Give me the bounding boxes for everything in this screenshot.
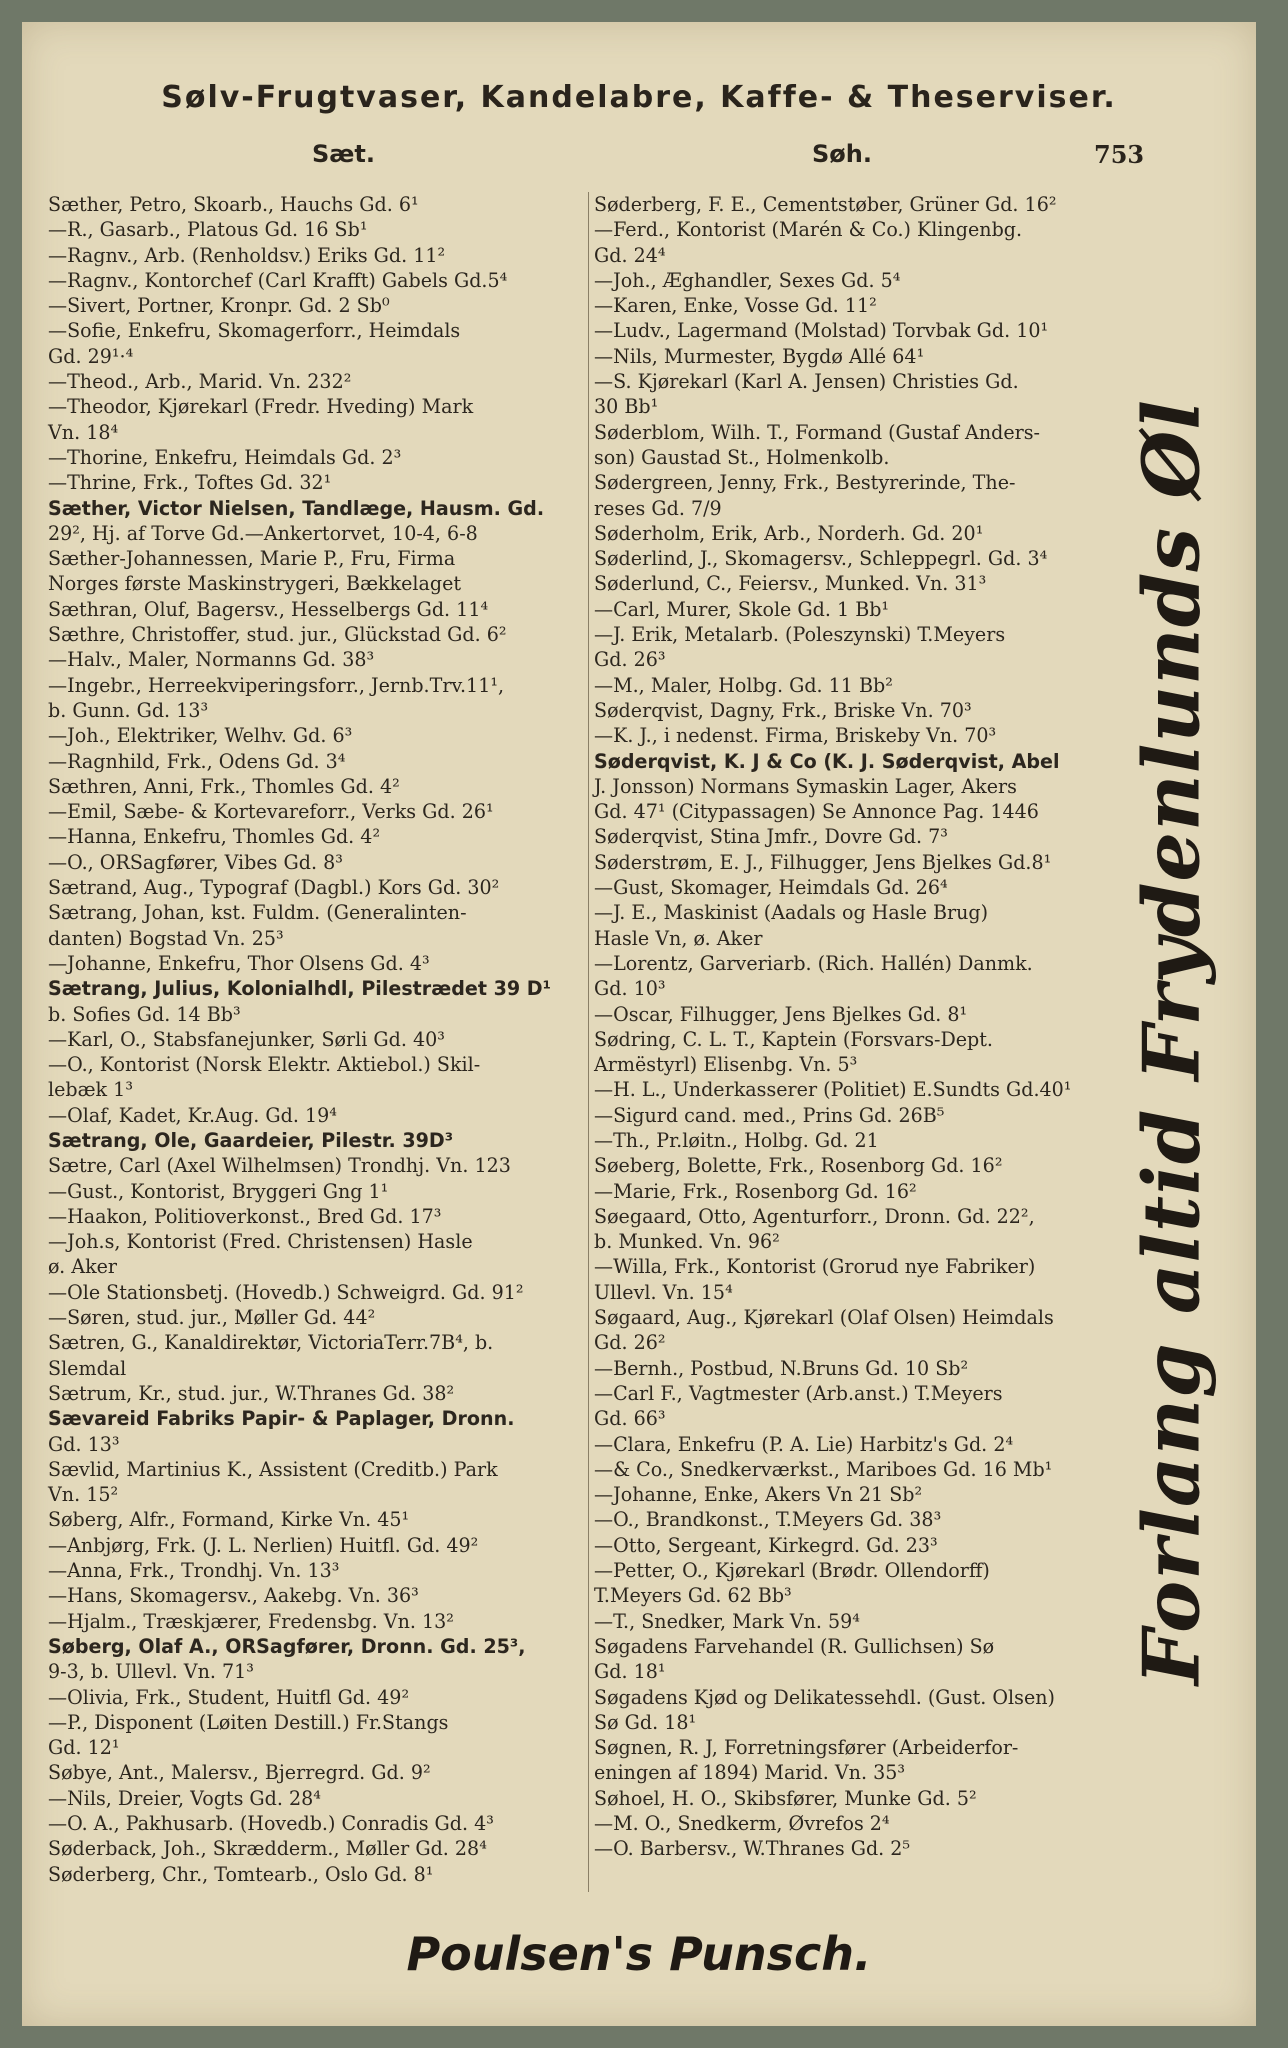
directory-entry-line: 30 Bb¹ (594, 395, 659, 419)
directory-entry-line: Søberg, Alfr., Formand, Kirke Vn. 45¹ (48, 1508, 410, 1532)
directory-entry-line: Søderlund, C., Feiersv., Munked. Vn. 31³ (594, 572, 987, 596)
directory-entry-line: Sætrang, Johan, kst. Fuldm. (Generalinten- (48, 901, 467, 925)
directory-entry-line: —H. L., Underkasserer (Politiet) E.Sundts Gd.40¹ (594, 1078, 1072, 1102)
directory-entry-line: —Ragnv., Arb. (Renholdsv.) Eriks Gd. 11² (48, 243, 446, 267)
directory-entry-line: Søgadens Kjød og Delikatessehdl. (Gust. Olsen) (594, 1685, 1055, 1709)
directory-entry-line: Søegaard, Otto, Agenturforr., Dronn. Gd. 22², (594, 1204, 1035, 1228)
directory-entry-line: —Theod., Arb., Marid. Vn. 232² (48, 370, 352, 394)
directory-entry-line: b. Gunn. Gd. 13³ (48, 698, 209, 722)
directory-entry-line: —Johanne, Enkefru, Thor Olsens Gd. 4³ (48, 951, 430, 975)
directory-entry-line: —O., ORSagfører, Vibes Gd. 8³ (48, 850, 343, 874)
directory-entry-line: —K. J., i nedenst. Firma, Briskeby Vn. 70³ (594, 724, 997, 748)
directory-entry-line: —Clara, Enkefru (P. A. Lie) Harbitz's Gd. 2⁴ (594, 1432, 1014, 1456)
directory-entry-line: —J. E., Maskinist (Aadals og Hasle Brug) (594, 901, 989, 925)
directory-entry-line: Hasle Vn, ø. Aker (594, 926, 763, 950)
directory-entry-line: Sætre, Carl (Axel Wilhelmsen) Trondhj. Vn. 123 (48, 1154, 511, 1178)
directory-entry-line: ø. Aker (48, 1255, 118, 1279)
directory-entry-line: Søeberg, Bolette, Frk., Rosenborg Gd. 16² (594, 1154, 1003, 1178)
directory-entry-line: Sødring, C. L. T., Kaptein (Forsvars-Dept. (594, 1027, 993, 1051)
directory-entry-line: —T., Snedker, Mark Vn. 59⁴ (594, 1609, 860, 1633)
directory-entry-line: —Joh.s, Kontorist (Fred. Christensen) Hasle (48, 1230, 473, 1254)
directory-entry-line: —Haakon, Politioverkonst., Bred Gd. 17³ (48, 1204, 442, 1228)
directory-entry-line: Gd. 24⁴ (594, 243, 666, 267)
directory-entry-line: 9-3, b. Ullevl. Vn. 71³ (48, 1660, 254, 1684)
directory-entry-line: —Oscar, Filhugger, Jens Bjelkes Gd. 8¹ (594, 1002, 968, 1026)
directory-entry-line: —& Co., Snedkerværkst., Mariboes Gd. 16 Mb¹ (594, 1457, 1053, 1481)
directory-entry-line: J. Jonsson) Normans Symaskin Lager, Akers (594, 774, 1017, 798)
directory-entry-line: Søderlind, J., Skomagersv., Schleppegrl. Gd. 3⁴ (594, 547, 1048, 571)
directory-entry-line: —O. Barbersv., W.Thranes Gd. 2⁵ (594, 1837, 911, 1861)
directory-entry-line: —Petter, O., Kjørekarl (Brødr. Ollendorff) (594, 1559, 990, 1583)
directory-entry-line: —Karl, O., Stabsfanejunker, Sørli Gd. 40³ (48, 1027, 445, 1051)
directory-entry-line: —Halv., Maler, Normanns Gd. 38³ (48, 648, 375, 672)
directory-entry-line: Sævlid, Martinius K., Assistent (Creditb.) Park (48, 1457, 498, 1481)
page-number: 753 (1094, 140, 1145, 169)
directory-entry-line: —Theodor, Kjørekarl (Fredr. Hveding) Mark (48, 395, 474, 419)
directory-entry-line: Søderblom, Wilh. T., Formand (Gustaf Anders- (594, 420, 1040, 444)
directory-entry-line: Ullevl. Vn. 15⁴ (594, 1280, 733, 1304)
column-divider (588, 192, 589, 1892)
directory-entry-line: —Joh., Elektriker, Welhv. Gd. 6³ (48, 724, 353, 748)
directory-entry-line: Søgadens Farvehandel (R. Gullichsen) Sø (594, 1634, 995, 1658)
directory-entry-line: —Hanna, Enkefru, Thomles Gd. 4² (48, 825, 381, 849)
directory-entry-line: —Th., Pr.løitn., Holbg. Gd. 21 (594, 1128, 879, 1152)
left-column-header: Sæt. (312, 140, 376, 168)
directory-entry-line: —Sofie, Enkefru, Skomagerforr., Heimdals (48, 319, 461, 343)
directory-entry-line: Norges første Maskinstrygeri, Bækkelaget (48, 572, 462, 596)
directory-entry-line: Søderqvist, Dagny, Frk., Briske Vn. 70³ (594, 698, 972, 722)
directory-entry-line: Søderholm, Erik, Arb., Norderh. Gd. 20¹ (594, 521, 984, 545)
directory-entry-line: —Marie, Frk., Rosenborg Gd. 16² (594, 1179, 917, 1203)
directory-entry-line: Vn. 18⁴ (48, 420, 119, 444)
directory-entry-line: Gd. 13³ (48, 1432, 120, 1456)
directory-entry-line: Søgnen, R. J, Forretningsfører (Arbeiderfor- (594, 1736, 1019, 1760)
side-vertical-advertisement: Forlang altid Frydenlunds Øl (1126, 399, 1218, 1685)
directory-entry-line: Sø Gd. 18¹ (594, 1710, 697, 1734)
directory-entry-line: Søderqvist, Stina Jmfr., Dovre Gd. 7³ (594, 825, 948, 849)
directory-entry-line: —Ingebr., Herreekviperingsforr., Jernb.Trv.11¹, (48, 673, 505, 697)
directory-entry-line: —P., Disponent (Løiten Destill.) Fr.Stangs (48, 1710, 449, 1734)
directory-entry-line: —Olaf, Kadet, Kr.Aug. Gd. 19⁴ (48, 1103, 337, 1127)
directory-entry-line: 29², Hj. af Torve Gd.—Ankertorvet, 10-4, 6-8 (48, 521, 478, 545)
directory-entry-line: —Ragnv., Kontorchef (Carl Krafft) Gabels Gd.5⁴ (48, 268, 508, 292)
directory-entry-line: —Carl, Murer, Skole Gd. 1 Bb¹ (594, 597, 890, 621)
directory-entry-line: —Joh., Æghandler, Sexes Gd. 5⁴ (594, 268, 901, 292)
directory-entry-line: —Ragnhild, Frk., Odens Gd. 3⁴ (48, 749, 346, 773)
directory-entry-line: reses Gd. 7/9 (594, 496, 722, 520)
directory-entry-line: lebæk 1³ (48, 1078, 133, 1102)
directory-entry-line: Sætrang, Julius, Kolonialhdl, Pilestrædet 39 D¹ (48, 977, 551, 1001)
bottom-advertisement: Poulsen's Punsch. (406, 1927, 872, 1981)
directory-entry-line: Sætrang, Ole, Gaardeier, Pilestr. 39D³ (48, 1128, 454, 1152)
directory-entry-line: —Bernh., Postbud, N.Bruns Gd. 10 Sb² (594, 1356, 969, 1380)
directory-entry-line: Sætrum, Kr., stud. jur., W.Thranes Gd. 38² (48, 1381, 455, 1405)
directory-entry-line: Søhoel, H. O., Skibsfører, Munke Gd. 5² (594, 1786, 977, 1810)
directory-entry-line: —Thorine, Enkefru, Heimdals Gd. 2³ (48, 445, 402, 469)
directory-entry-line: Søbye, Ant., Malersv., Bjerregrd. Gd. 9² (48, 1761, 431, 1785)
directory-entry-line: —Johanne, Enke, Akers Vn 21 Sb² (594, 1483, 923, 1507)
directory-entry-line: son) Gaustad St., Holmenkolb. (594, 445, 890, 469)
directory-entry-line: Gd. 29¹·⁴ (48, 344, 134, 368)
directory-entry-line: Søderstrøm, E. J., Filhugger, Jens Bjelkes Gd.8¹ (594, 850, 1052, 874)
directory-entry-line: Søberg, Olaf A., ORSagfører, Dronn. Gd. 25³, (48, 1634, 526, 1658)
directory-entry-line: Armëstyrl) Elisenbg. Vn. 5³ (594, 1053, 858, 1077)
directory-entry-line: —Sivert, Portner, Kronpr. Gd. 2 Sb⁰ (48, 294, 390, 318)
directory-entry-line: —S. Kjørekarl (Karl A. Jensen) Christies Gd. (594, 370, 1019, 394)
directory-entry-line: —Willa, Frk., Kontorist (Grorud nye Fabriker) (594, 1255, 1036, 1279)
directory-entry-line: —Thrine, Frk., Toftes Gd. 32¹ (48, 471, 332, 495)
directory-entry-line: Sæther, Victor Nielsen, Tandlæge, Hausm. Gd. (48, 496, 545, 520)
top-advertisement-banner: Sølv-Frugtvaser, Kandelabre, Kaffe- & Theserviser. (161, 80, 1117, 115)
directory-entry-line: —Lorentz, Garveriarb. (Rich. Hallén) Danmk. (594, 951, 1033, 975)
directory-entry-line: Vn. 15² (48, 1483, 119, 1507)
directory-entry-line: Sætrand, Aug., Typograf (Dagbl.) Kors Gd. 30² (48, 876, 500, 900)
directory-entry-line: Søderback, Joh., Skrædderm., Møller Gd. 28⁴ (48, 1837, 487, 1861)
directory-entry-line: Slemdal (48, 1356, 127, 1380)
directory-entry-line: Sævareid Fabriks Papir- & Paplager, Dronn. (48, 1407, 515, 1431)
directory-page (22, 22, 1256, 2026)
directory-entry-line: —O., Kontorist (Norsk Elektr. Aktiebol.) Skil- (48, 1053, 481, 1077)
directory-entry-line: —Nils, Dreier, Vogts Gd. 28⁴ (48, 1786, 321, 1810)
directory-entry-line: —Nils, Murmester, Bygdø Allé 64¹ (594, 344, 925, 368)
directory-entry-line: —Gust, Skomager, Heimdals Gd. 26⁴ (594, 876, 948, 900)
directory-entry-line: Sæther-Johannessen, Marie P., Fru, Firma (48, 547, 456, 571)
directory-entry-line: —O., Brandkonst., T.Meyers Gd. 38³ (594, 1508, 942, 1532)
directory-entry-line: Gd. 10³ (594, 977, 666, 1001)
directory-entry-line: Søgaard, Aug., Kjørekarl (Olaf Olsen) Heimdals (594, 1306, 1054, 1330)
directory-entry-line: —Hans, Skomagersv., Aakebg. Vn. 36³ (48, 1584, 419, 1608)
directory-entry-line: Søderberg, Chr., Tomtearb., Oslo Gd. 8¹ (48, 1862, 434, 1886)
directory-entry-line: Søderqvist, K. J & Co (K. J. Søderqvist, Abel (594, 749, 1060, 773)
directory-entry-line: —M., Maler, Holbg. Gd. 11 Bb² (594, 673, 893, 697)
directory-entry-line: —Anbjørg, Frk. (J. L. Nerlien) Huitfl. Gd. 49² (48, 1533, 479, 1557)
directory-entry-line: Sæthren, Anni, Frk., Thomles Gd. 4² (48, 774, 400, 798)
directory-entry-line: Gd. 26² (594, 1331, 666, 1355)
directory-entry-line: —Emil, Sæbe- & Kortevareforr., Verks Gd. 26¹ (48, 800, 494, 824)
directory-entry-line: Søderberg, F. E., Cementstøber, Grüner Gd. 16² (594, 193, 1057, 216)
directory-entry-line: —Otto, Sergeant, Kirkegrd. Gd. 23³ (594, 1533, 938, 1557)
directory-entry-line: Sætren, G., Kanaldirektør, VictoriaTerr.7B⁴, b. (48, 1331, 494, 1355)
directory-entry-line: —Ole Stationsbetj. (Hovedb.) Schweigrd. Gd. 91² (48, 1280, 524, 1304)
directory-entry-line: —O. A., Pakhusarb. (Hovedb.) Conradis Gd. 4³ (48, 1812, 494, 1835)
directory-entry-line: —Karen, Enke, Vosse Gd. 11² (594, 294, 877, 318)
directory-entry-line: —Søren, stud. jur., Møller Gd. 44² (48, 1306, 376, 1330)
directory-entry-line: Gd. 18¹ (594, 1660, 666, 1684)
directory-entry-line: Gd. 66³ (594, 1407, 666, 1431)
directory-entry-line: Gd. 26³ (594, 648, 666, 672)
directory-entry-line: —Gust., Kontorist, Bryggeri Gng 1¹ (48, 1179, 389, 1203)
directory-entry-line: Gd. 47¹ (Citypassagen) Se Annonce Pag. 1446 (594, 800, 1039, 824)
directory-entry-line: —J. Erik, Metalarb. (Poleszynski) T.Meyers (594, 623, 1006, 647)
directory-entry-line: b. Munked. Vn. 96² (594, 1230, 780, 1254)
right-directory-column (594, 192, 1154, 1892)
directory-entry-line: —Ludv., Lagermand (Molstad) Torvbak Gd. 10¹ (594, 319, 1049, 343)
directory-entry-line: b. Sofies Gd. 14 Bb³ (48, 1002, 241, 1026)
directory-entry-line: Sæthran, Oluf, Bagersv., Hesselbergs Gd. 11⁴ (48, 597, 489, 621)
directory-entry-line: T.Meyers Gd. 62 Bb³ (594, 1584, 792, 1608)
directory-entry-line: —Hjalm., Træskjærer, Fredensbg. Vn. 13² (48, 1609, 454, 1633)
directory-entry-line: —Anna, Frk., Trondhj. Vn. 13³ (48, 1559, 340, 1583)
directory-entry-line: Sæther, Petro, Skoarb., Hauchs Gd. 6¹ (48, 193, 419, 216)
directory-entry-line: —Carl F., Vagtmester (Arb.anst.) T.Meyers (594, 1381, 1003, 1405)
directory-entry-line: eningen af 1894) Marid. Vn. 35³ (594, 1761, 906, 1785)
directory-entry-line: —Olivia, Frk., Student, Huitfl Gd. 49² (48, 1685, 410, 1709)
left-directory-column (48, 192, 608, 1892)
directory-entry-line: —R., Gasarb., Platous Gd. 16 Sb¹ (48, 218, 368, 242)
directory-entry-line: Sødergreen, Jenny, Frk., Bestyrerinde, The- (594, 471, 1016, 495)
directory-entry-line: Sæthre, Christoffer, stud. jur., Glückstad Gd. 6² (48, 623, 507, 647)
directory-entry-line: —Ferd., Kontorist (Marén & Co.) Klingenbg. (594, 218, 1023, 242)
right-column-header: Søh. (812, 140, 872, 168)
directory-entry-line: —Sigurd cand. med., Prins Gd. 26B⁵ (594, 1103, 945, 1127)
directory-entry-line: danten) Bogstad Vn. 25³ (48, 926, 284, 950)
directory-entry-line: Gd. 12¹ (48, 1736, 120, 1760)
directory-entry-line: —M. O., Snedkerm, Øvrefos 2⁴ (594, 1812, 890, 1835)
